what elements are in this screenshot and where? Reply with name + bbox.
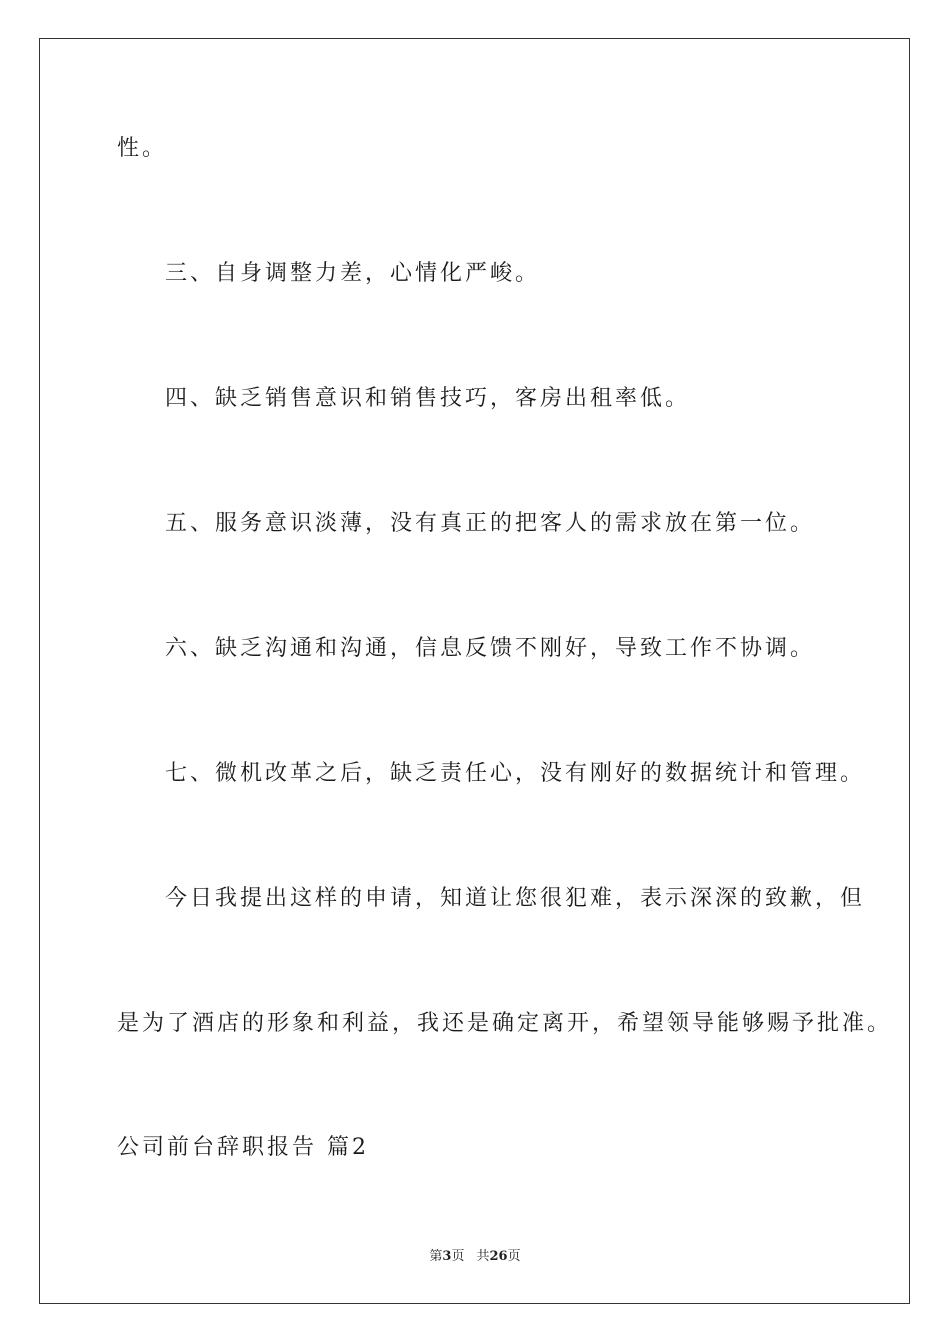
- list-item-6: 六、缺乏沟通和沟通，信息反馈不刚好，导致工作不协调。: [165, 636, 816, 661]
- list-item-4: 四、缺乏销售意识和销售技巧，客房出租率低。: [165, 386, 691, 411]
- list-item-7: 七、微机改革之后，缺乏责任心，没有刚好的数据统计和管理。: [165, 761, 866, 786]
- paragraph-line-1: 今日我提出这样的申请，知道让您很犯难，表示深深的致歉，但: [165, 886, 866, 911]
- total-prefix: 共: [476, 1249, 490, 1264]
- total-suffix: 页: [507, 1249, 521, 1264]
- list-item-5: 五、服务意识淡薄，没有真正的把客人的需求放在第一位。: [165, 511, 816, 536]
- page-border: [39, 38, 910, 1304]
- page-footer: [0, 1247, 950, 1267]
- section-heading: 公司前台辞职报告 篇2: [117, 1135, 369, 1160]
- page-prefix: 第: [429, 1249, 443, 1264]
- list-item-3: 三、自身调整力差，心情化严峻。: [165, 261, 541, 286]
- page-suffix: 页: [451, 1249, 465, 1264]
- page-total: 26: [489, 1249, 508, 1264]
- paragraph-line-2: 是为了酒店的形象和利益，我还是确定离开，希望领导能够赐予批准。: [117, 1011, 893, 1036]
- text-line-1: 性。: [117, 136, 168, 161]
- page-current: 3: [442, 1249, 452, 1264]
